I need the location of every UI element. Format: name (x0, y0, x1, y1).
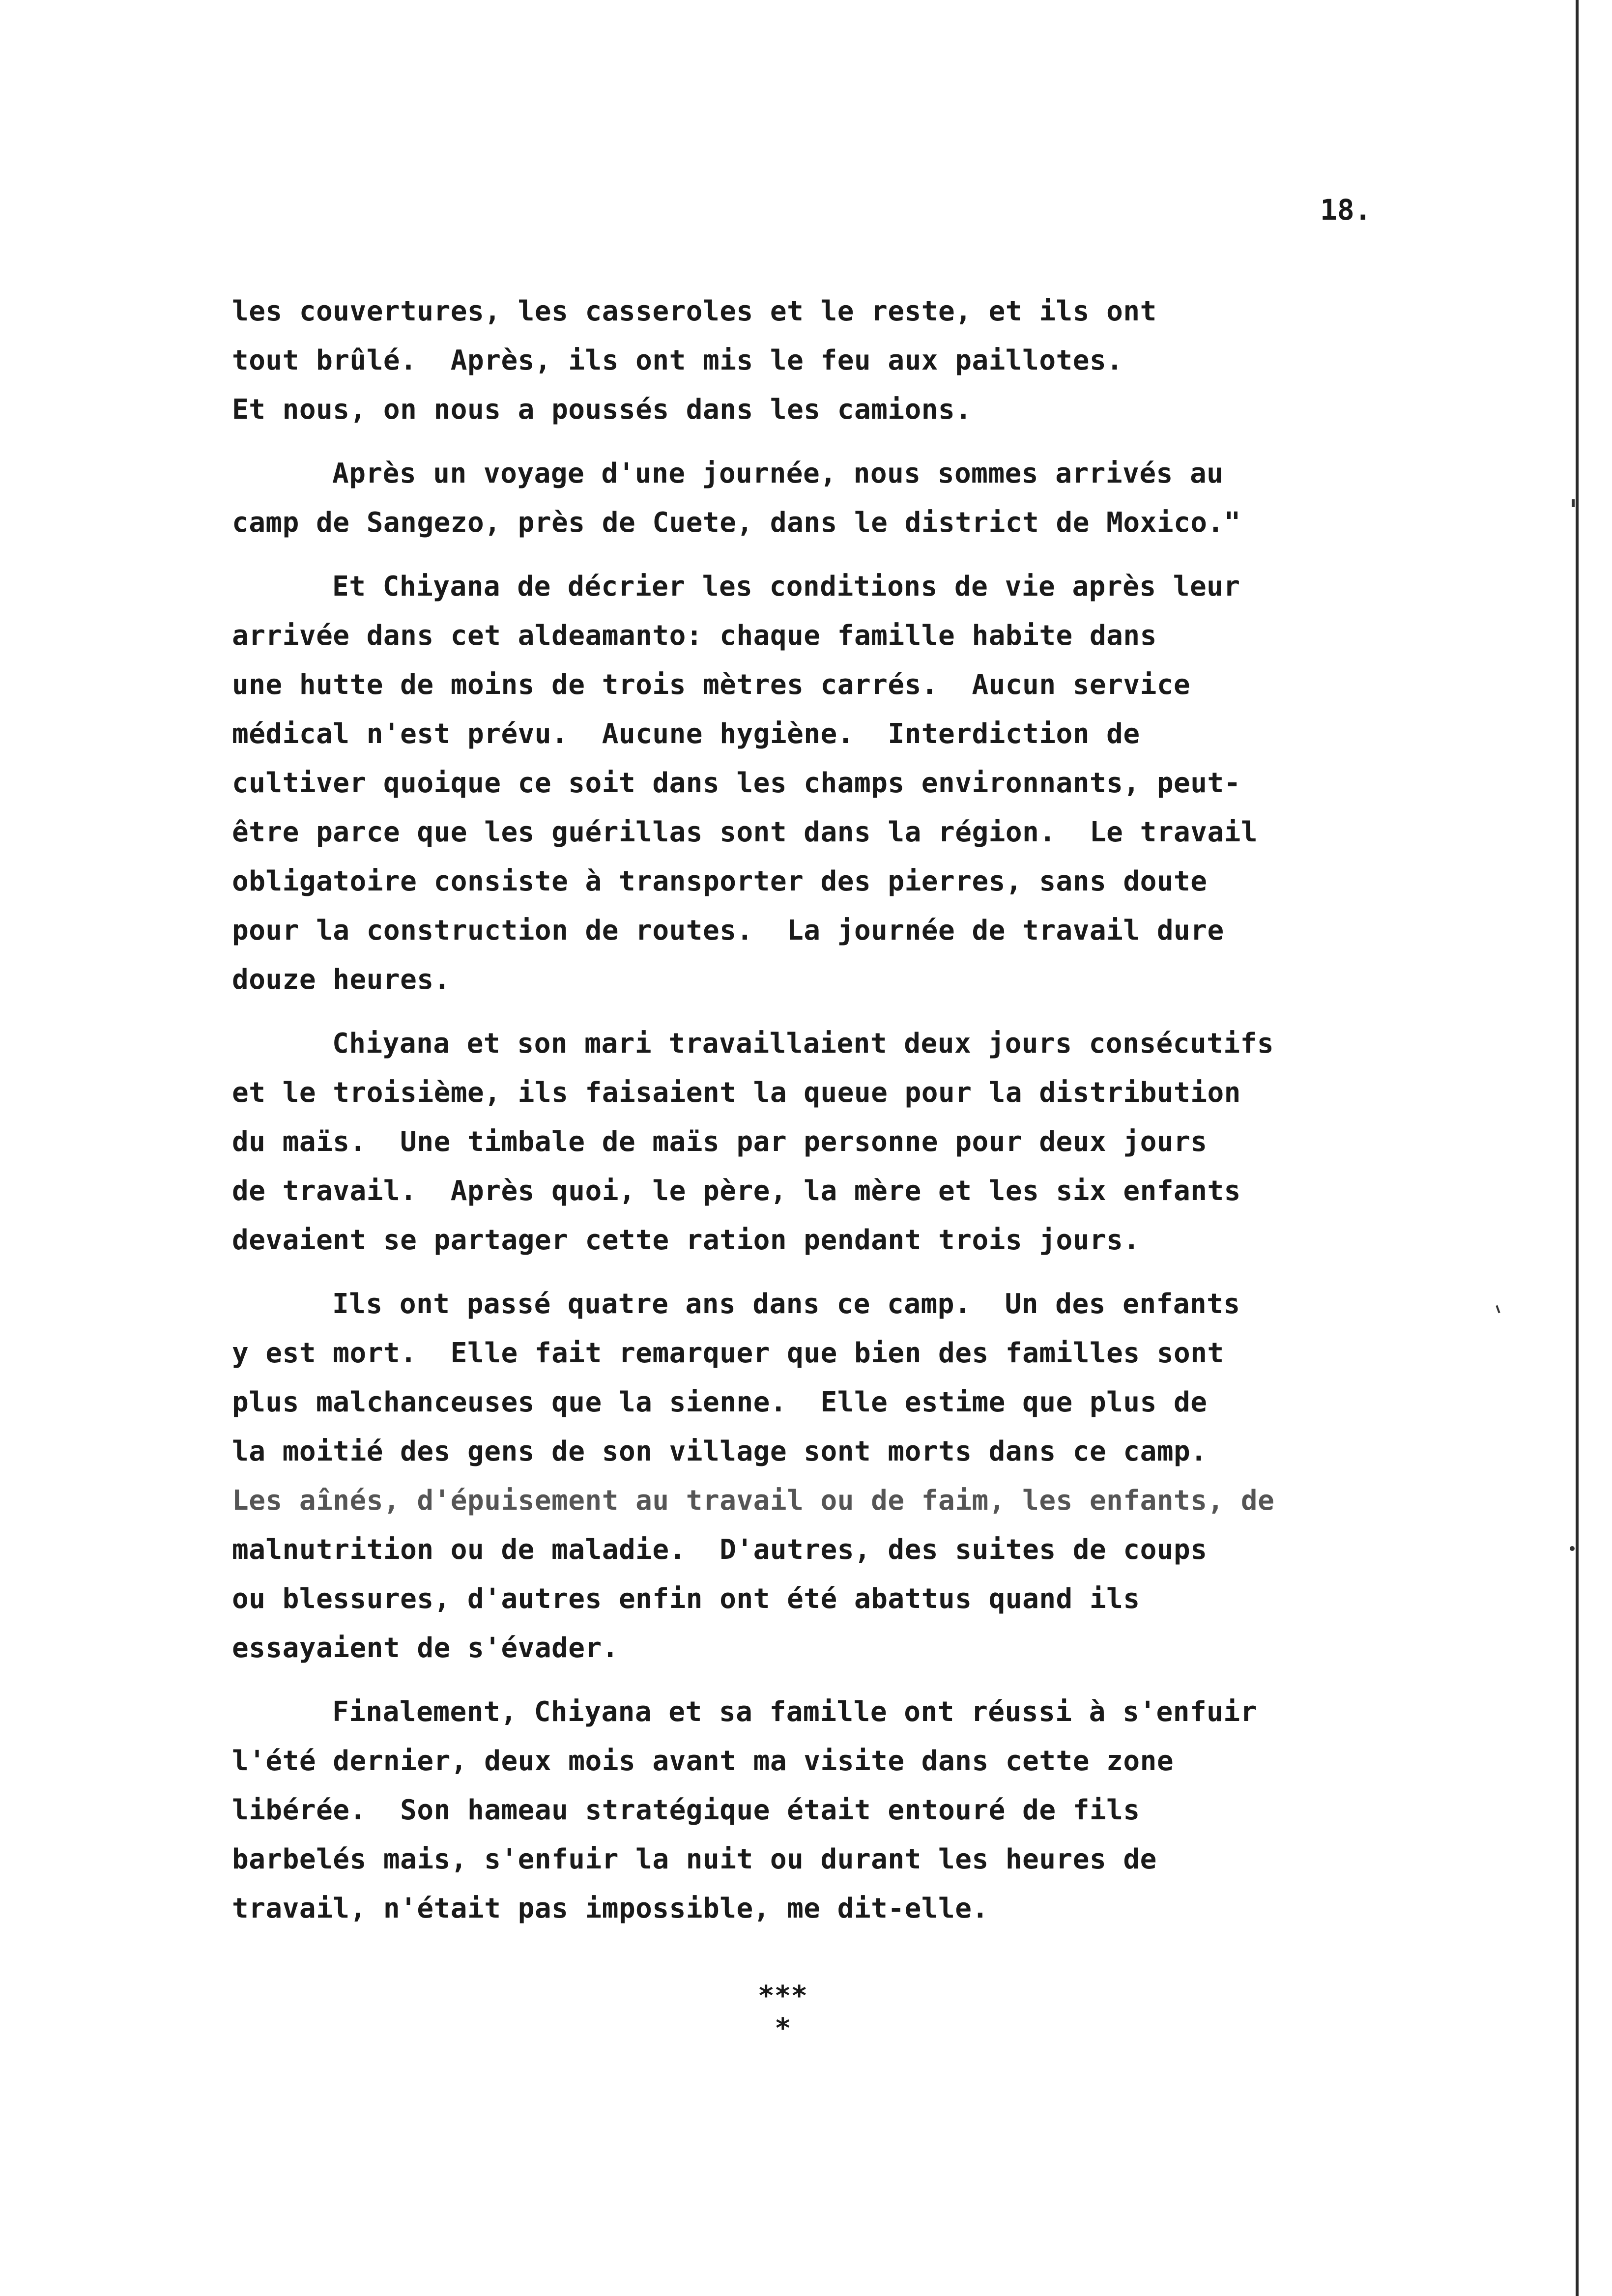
text-line: barbelés mais, s'enfuir la nuit ou durant les heures de (232, 1843, 1157, 1875)
text-line: libérée. Son hameau stratégique était entouré de fils (232, 1794, 1140, 1826)
text-line: plus malchanceuses que la sienne. Elle estime que plus de (232, 1386, 1208, 1418)
text-line: Finalement, Chiyana et sa famille ont réussi à s'enfuir (332, 1696, 1257, 1728)
text-line: Après un voyage d'une journée, nous sommes arrivés au (332, 458, 1224, 489)
text-line: obligatoire consiste à transporter des pierres, sans doute (232, 865, 1208, 897)
scan-speck (1572, 499, 1575, 507)
text-line: cultiver quoique ce soit dans les champs environnants, peut- (232, 767, 1241, 799)
text-line: pour la construction de routes. La journée de travail dure (232, 915, 1224, 947)
text-line: du maïs. Une timbale de maïs par personne pour deux jours (232, 1126, 1208, 1158)
text-line: arrivée dans cet aldeamanto: chaque famille habite dans (232, 620, 1157, 652)
text-line: Chiyana et son mari travaillaient deux jours consécutifs (332, 1028, 1274, 1060)
text-line: de travail. Après quoi, le père, la mère et les six enfants (232, 1175, 1241, 1207)
text-line: Et Chiyana de décrier les conditions de vie après leur (332, 571, 1240, 603)
text-line: la moitié des gens de son village sont morts dans ce camp. (232, 1435, 1208, 1467)
text-line: être parce que les guérillas sont dans la région. Le travail (232, 816, 1258, 848)
page-edge-rule (1576, 0, 1579, 2296)
text-line: camp de Sangezo, près de Cuete, dans le district de Moxico." (232, 507, 1241, 539)
text-line: et le troisième, ils faisaient la queue pour la distribution (232, 1077, 1241, 1109)
text-line: tout brûlé. Après, ils ont mis le feu aux paillotes. (232, 344, 1123, 376)
text-line: l'été dernier, deux mois avant ma visite dans cette zone (232, 1745, 1174, 1777)
page-number: 18. (1320, 193, 1372, 227)
text-line: devaient se partager cette ration pendant trois jours. (232, 1224, 1140, 1256)
section-separator-bottom: * (775, 2012, 791, 2044)
text-line: les couvertures, les casseroles et le reste, et ils ont (232, 295, 1157, 327)
text-line: malnutrition ou de maladie. D'autres, des suites de coups (232, 1534, 1208, 1566)
section-separator-top: *** (758, 1980, 808, 2012)
text-line: une hutte de moins de trois mètres carrés. Aucun service (232, 669, 1191, 701)
text-line: Et nous, on nous a poussés dans les camions. (232, 394, 972, 426)
text-line: travail, n'était pas impossible, me dit-elle. (232, 1893, 989, 1924)
text-line: essayaient de s'évader. (232, 1632, 619, 1664)
text-line: médical n'est prévu. Aucune hygiène. Interdiction de (232, 718, 1140, 750)
text-line: Les aînés, d'épuisement au travail ou de faim, les enfants, de (232, 1485, 1275, 1517)
scan-speck (1570, 1546, 1575, 1551)
scan-speck (1496, 1305, 1500, 1313)
text-line: y est mort. Elle fait remarquer que bien des familles sont (232, 1337, 1224, 1369)
text-line: douze heures. (232, 964, 451, 996)
text-line: Ils ont passé quatre ans dans ce camp. Un des enfants (332, 1288, 1240, 1320)
text-line: ou blessures, d'autres enfin ont été abattus quand ils (232, 1583, 1140, 1615)
